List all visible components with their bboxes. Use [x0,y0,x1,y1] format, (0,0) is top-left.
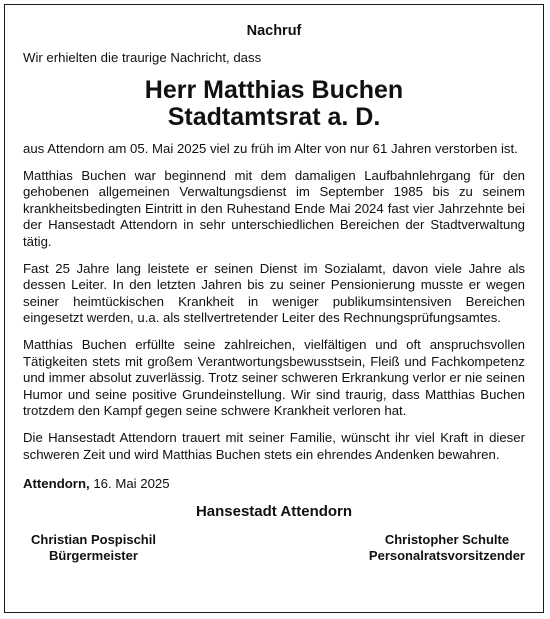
obituary-heading: Nachruf [246,23,302,39]
paragraph-career: Matthias Buchen war beginnend mit dem damaligen Laufbahnlehrgang für den gehobenen allgemeinen Verwaltungsdienst im September 1985 bis zu seinem krankheitsbedingten Eintritt in den Ruhestand Ende Mai 2024 fast vier Jahrzehnte bei der Hansestadt Attendorn in sehr unterschiedlichen Bereichen der Stadtverwaltung tätig. [23,167,525,249]
paragraph-tribute: Matthias Buchen erfüllte seine zahlreichen, vielfältigen und oft anspruchsvollen Tätigkeiten stets mit großem Verantwortungsbewusstsein, Fleiß und Fachkompetenz und immer absolut zuverlässig. Trotz seiner schweren Erkrankung verlor er nie seinen Humor und seine positive Grundeinstellung. Wir sind traurig, dass Matthias Buchen trotzdem den Kampf gegen seine schwere Krankheit verloren hat. [23,336,525,419]
signatory-role: Personalratsvorsitzender [368,548,525,564]
organization-name: Hansestadt Attendorn [195,503,353,521]
place: Attendorn, [23,476,90,492]
date: 16. Mai 2025 [93,476,170,492]
signatures [23,532,525,564]
deceased-title: Stadtamtsrat a. D. [167,103,381,131]
intro-line: Wir erhielten die traurige Nachricht, dass [23,50,262,65]
signatory-staff-council [369,532,525,564]
paragraph-death-notice: aus Attendorn am 05. Mai 2025 viel zu früh im Alter von nur 61 Jahren verstorben ist. [23,141,518,156]
deceased-name: Herr Matthias Buchen [144,76,404,104]
paragraph-condolence: Die Hansestadt Attendorn trauert mit seiner Familie, wünscht ihr viel Kraft in dieser schweren Zeit und wird Matthias Buchen stets ein ehrendes Andenken bewahren. [23,429,525,462]
signatory-name: Christian Pospischil [31,532,156,548]
signatory-mayor [31,532,156,564]
place-date-line [23,475,525,492]
obituary-frame [4,4,544,613]
signatory-role: Bürgermeister [49,548,138,564]
paragraph-social-office: Fast 25 Jahre lang leistete er seinen Dienst im Sozialamt, davon viele Jahre als dessen Leiter. In den letzten Jahren bis zu seiner Pensionierung musste er wegen seiner heimtückischen Krankheit in weniger publikumsintensiven Bereichen eingesetzt werden, u.a. als stellvertretender Leiter des Rechnungsprüfungsamtes. [23,260,525,326]
signatory-name: Christopher Schulte [384,532,510,548]
obituary-content [23,5,525,564]
